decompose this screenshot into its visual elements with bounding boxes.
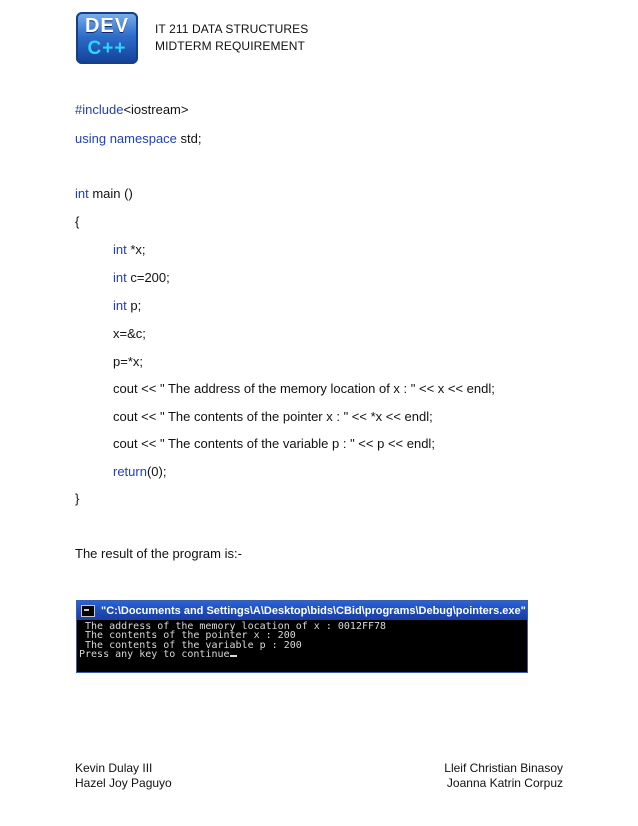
result-label: The result of the program is:- <box>75 546 242 561</box>
console-app-icon <box>81 605 95 617</box>
header-requirement-title: MIDTERM REQUIREMENT <box>155 39 305 53</box>
console-window <box>76 600 528 673</box>
code-assign-p: p=*x; <box>113 354 143 369</box>
code-decl-c <box>113 270 170 285</box>
code-cout-pointer: cout << " The contents of the pointer x : " << *x << endl; <box>113 409 433 424</box>
console-line-address: The address of the memory location of x : 0012FF78 <box>79 621 387 632</box>
console-line-prompt <box>79 650 527 659</box>
main-int-keyword: int <box>75 186 89 201</box>
using-keyword: using namespace <box>75 131 177 146</box>
include-keyword: #include <box>75 102 124 117</box>
logo-dev-text: DEV <box>84 15 130 37</box>
code-decl-x <box>113 242 146 257</box>
decl-c-rest: c=200; <box>126 270 170 285</box>
code-cout-variable: cout << " The contents of the variable p : " << p << endl; <box>113 436 435 451</box>
decl-x-keyword: int <box>113 242 127 257</box>
code-return-line <box>113 464 166 479</box>
main-signature: main () <box>88 186 133 201</box>
return-value: (0); <box>146 464 167 479</box>
code-decl-p <box>113 298 141 313</box>
code-close-brace: } <box>75 491 80 506</box>
code-assign-x: x=&c; <box>113 326 146 341</box>
footer-author-left-1: Kevin Dulay III <box>75 761 153 775</box>
console-prompt-text: Press any key to continue <box>79 649 230 661</box>
decl-x-rest: *x; <box>126 242 146 257</box>
dev-cpp-logo <box>76 12 138 64</box>
console-line-pointer: The contents of the pointer x : 200 <box>79 630 296 642</box>
footer-author-left-2: Hazel Joy Paguyo <box>75 776 172 790</box>
console-cursor <box>230 655 237 657</box>
code-cout-address: cout << " The address of the memory location of x : " << x << endl; <box>113 381 495 396</box>
decl-p-rest: p; <box>126 298 142 313</box>
code-main-line <box>75 186 133 201</box>
footer-author-right-1: Lleif Christian Binasoy <box>444 761 563 775</box>
console-title: "C:\Documents and Settings\A\Desktop\bids\CBid\programs\Debug\pointers.exe" <box>101 604 526 617</box>
console-line-variable: The contents of the variable p : 200 <box>79 639 302 651</box>
logo-cpp-text: C++ <box>87 38 127 59</box>
using-namespace-name: std; <box>176 131 202 146</box>
decl-p-keyword: int <box>113 298 127 313</box>
footer-author-right-2: Joanna Katrin Corpuz <box>446 776 563 790</box>
header-course-title: IT 211 DATA STRUCTURES <box>155 22 309 36</box>
return-keyword: return <box>113 464 147 479</box>
code-include-line <box>75 102 188 117</box>
code-using-line <box>75 131 201 146</box>
include-header: <iostream> <box>123 102 189 117</box>
decl-c-keyword: int <box>113 270 127 285</box>
console-output <box>77 620 527 660</box>
console-title-bar <box>77 601 527 620</box>
code-open-brace: { <box>75 214 80 229</box>
